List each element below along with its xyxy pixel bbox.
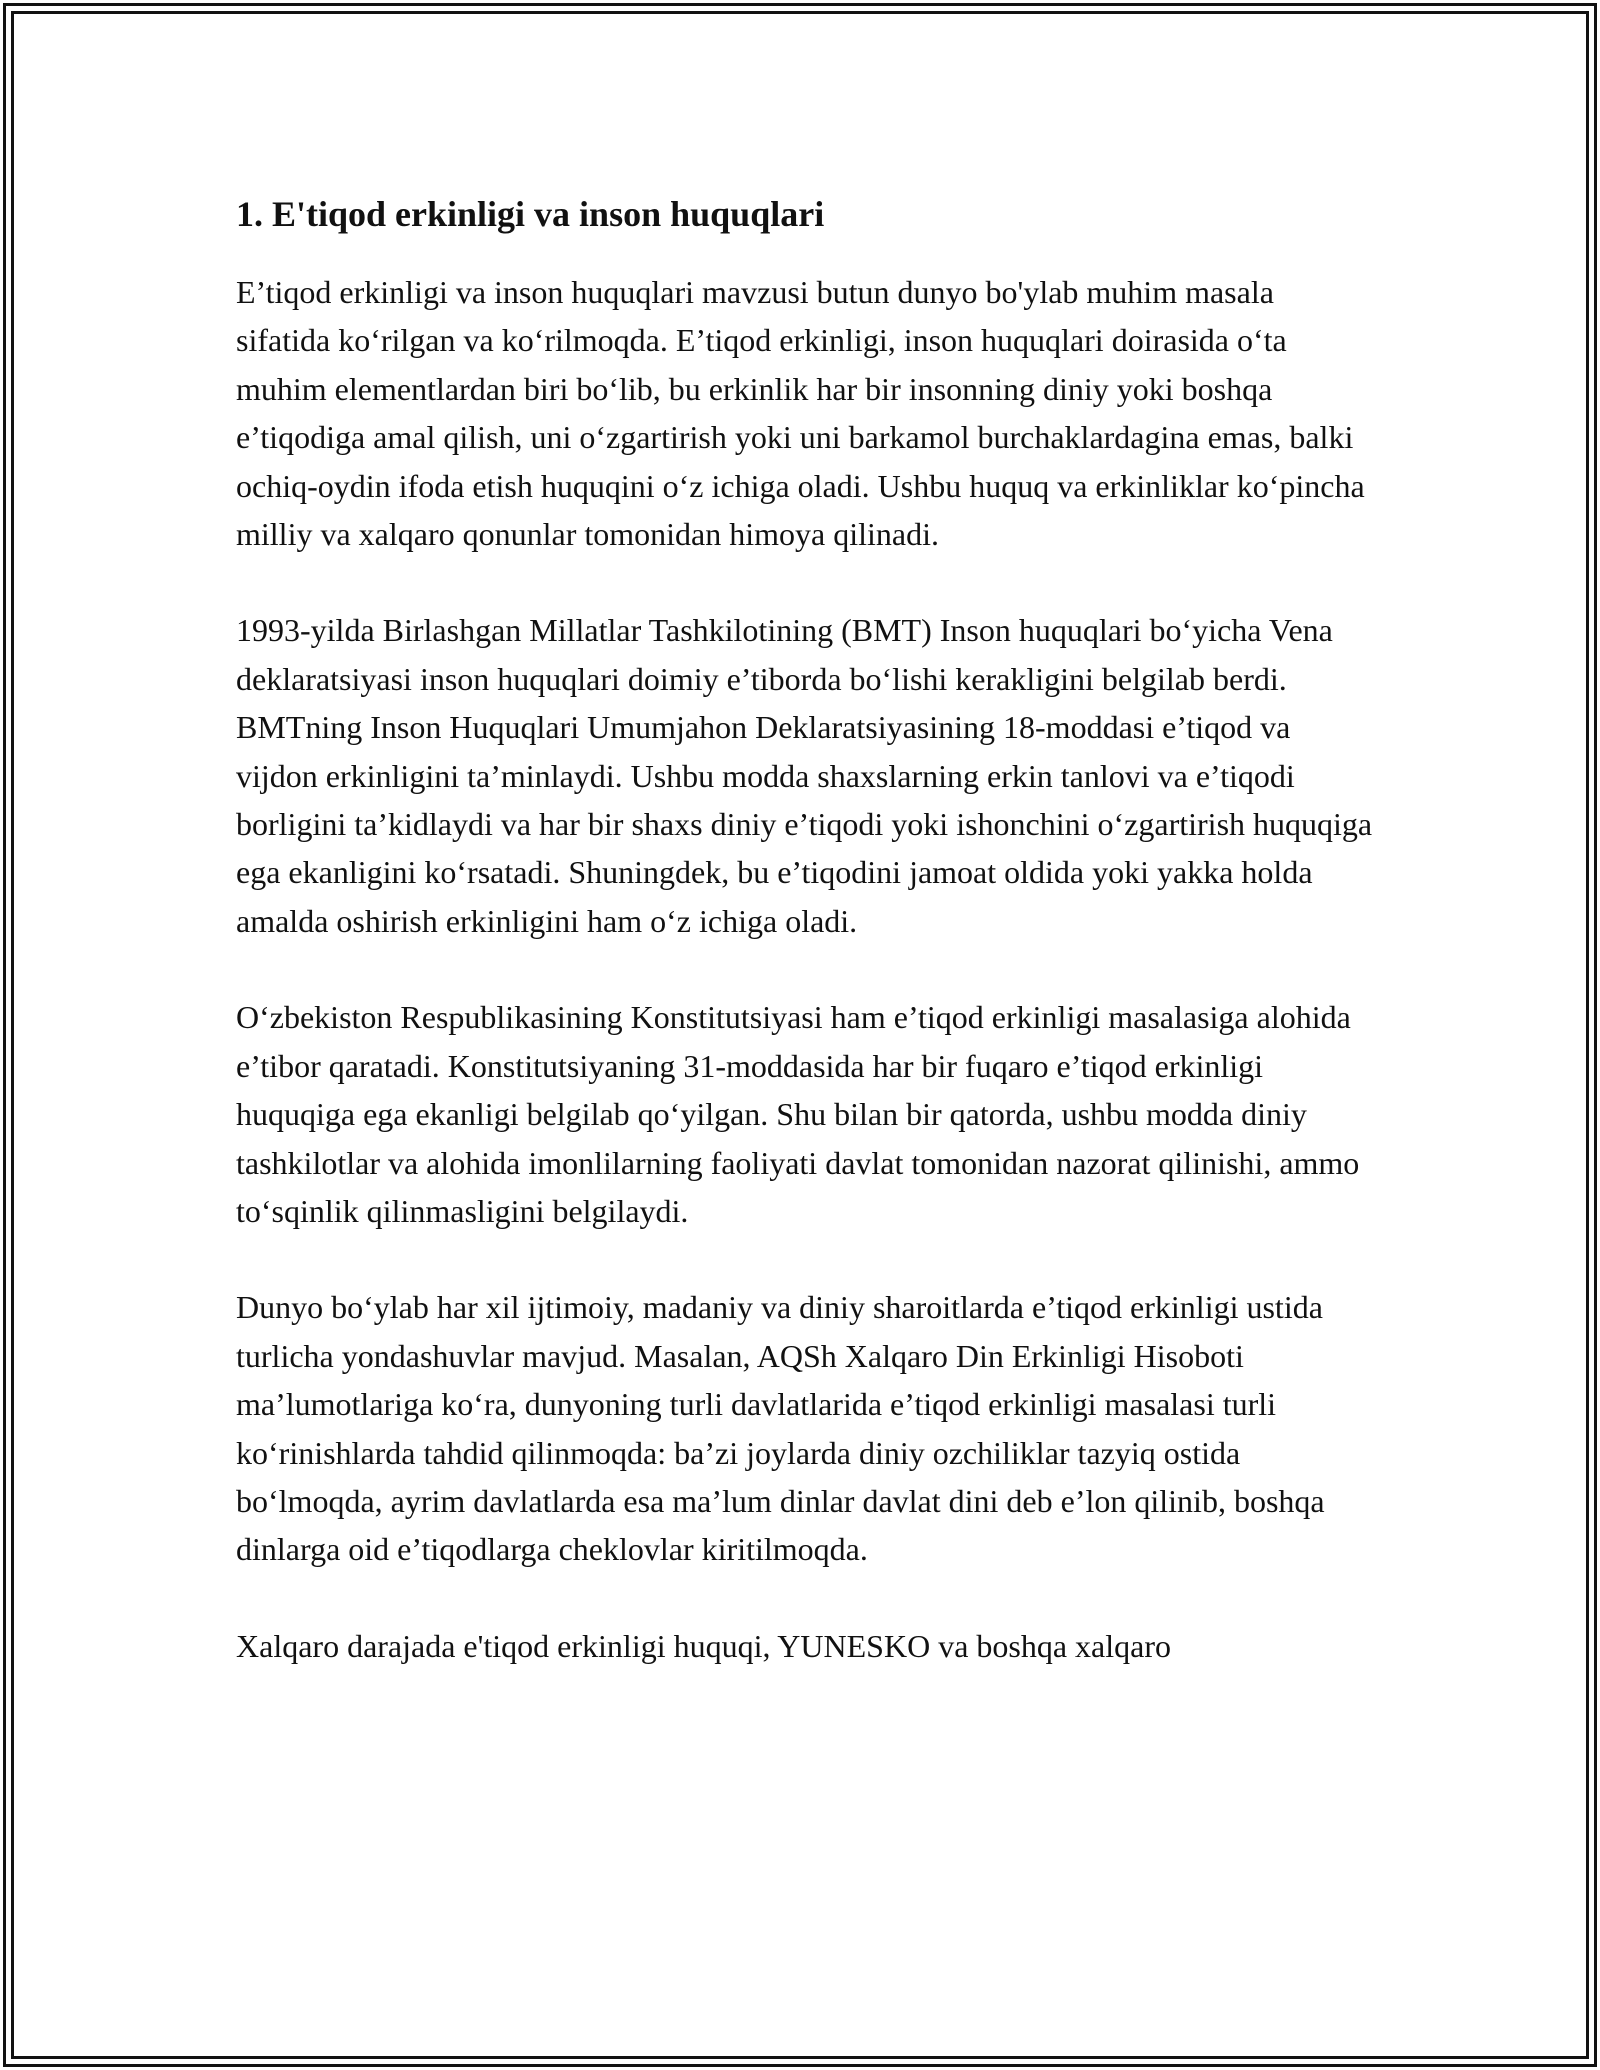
paragraph-4: Dunyo bo‘ylab har xil ijtimoiy, madaniy va diniy sharoitlarda e’tiqod erkinligi ustida turlicha yondashuvlar mavjud. Masalan, AQSh Xalqaro Din Erkinligi Hisoboti ma’lumotlariga ko‘ra, dunyoning turli davlatlarida e’tiqod erkinligi masalasi turli ko‘rinishlarda tahdid qilinmoqda: ba’zi joylarda diniy ozchiliklar tazyiq ostida bo‘lmoqda, ayrim davlatlarda esa ma’lum dinlar davlat dini deb e’lon qilinib, boshqa dinlarga oid e’tiqodlarga cheklovlar kiritilmoqda. <box>236 1289 1325 1568</box>
document-body <box>236 188 1374 1670</box>
paragraph-3: O‘zbekiston Respublikasining Konstitutsiyasi ham e’tiqod erkinligi masalasiga alohida e’tibor qaratadi. Konstitutsiyaning 31-moddasida har bir fuqaro e’tiqod erkinligi huquqiga ega ekanligi belgilab qo‘yilgan. Shu bilan bir qatorda, ushbu modda diniy tashkilotlar va alohida imonlilarning faoliyati davlat tomonidan nazorat qilinishi, ammo to‘sqinlik qilinmasligini belgilaydi. <box>236 999 1360 1229</box>
paragraph-5: Xalqaro darajada e'tiqod erkinligi huquqi, YUNESKO va boshqa xalqaro <box>236 1627 1171 1664</box>
paragraph-1: E’tiqod erkinligi va inson huquqlari mavzusi butun dunyo bo'ylab muhim masala sifatida ko‘rilgan va ko‘rilmoqda. E’tiqod erkinligi, inson huquqlari doirasida o‘ta muhim elementlardan biri bo‘lib, bu erkinlik har bir insonning diniy yoki boshqa e’tiqodiga amal qilish, uni o‘zgartirish yoki uni barkamol burchaklardagina emas, balki ochiq-oydin ifoda etish huquqini o‘z ichiga oladi. Ushbu huquq va erkinliklar ko‘pincha milliy va xalqaro qonunlar tomonidan himoya qilinadi. <box>236 274 1365 553</box>
section-heading: 1. E'tiqod erkinligi va inson huquqlari <box>236 194 825 234</box>
paragraph-2: 1993-yilda Birlashgan Millatlar Tashkilotining (BMT) Inson huquqlari bo‘yicha Vena deklaratsiyasi inson huquqlari doimiy e’tiborda bo‘lishi kerakligini belgilab berdi. BMTning Inson Huquqlari Umumjahon Deklaratsiyasining 18-moddasi e’tiqod va vijdon erkinligini ta’minlaydi. Ushbu modda shaxslarning erkin tanlovi va e’tiqodi borligini ta’kidlaydi va har bir shaxs diniy e’tiqodi yoki ishonchini o‘zgartirish huquqiga ega ekanligini ko‘rsatadi. Shuningdek, bu e’tiqodini jamoat oldida yoki yakka holda amalda oshirish erkinligini ham o‘z ichiga oladi. <box>236 612 1373 939</box>
